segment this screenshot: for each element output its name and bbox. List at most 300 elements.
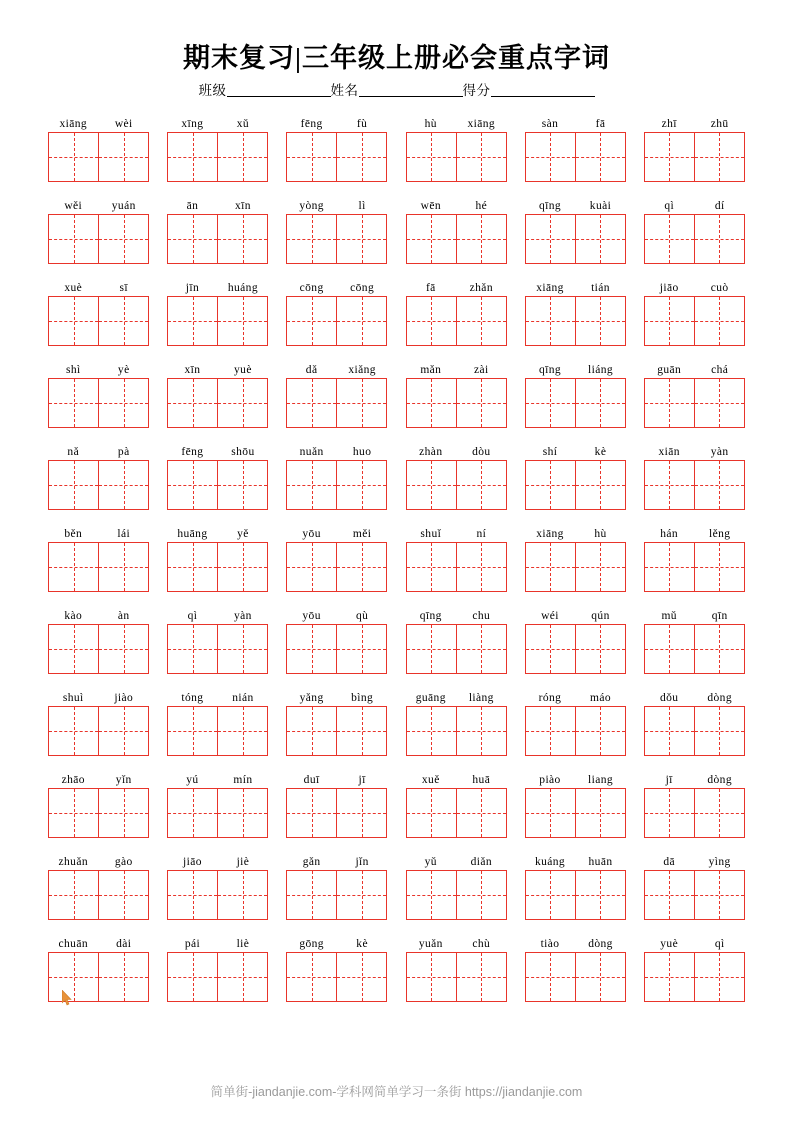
word-item — [167, 935, 268, 1002]
tianzige-cell[interactable] — [456, 543, 506, 591]
tianzige-cell[interactable] — [456, 953, 506, 1001]
word-item — [286, 771, 387, 838]
tianzige-cell[interactable] — [287, 215, 336, 263]
tianzige-cell[interactable] — [287, 789, 336, 837]
tianzige-cell[interactable] — [645, 461, 694, 509]
pinyin-syllable: zhū — [710, 118, 729, 130]
pinyin-pair — [167, 525, 268, 540]
name-blank[interactable] — [359, 96, 463, 97]
tianzige-cell[interactable] — [526, 789, 575, 837]
label-score: 得分 — [462, 83, 491, 98]
tianzige-box[interactable] — [525, 870, 626, 920]
tianzige-box[interactable] — [406, 952, 507, 1002]
tianzige-box[interactable] — [525, 542, 626, 592]
tianzige-box[interactable] — [286, 460, 387, 510]
word-item — [286, 361, 387, 428]
word-item — [644, 935, 745, 1002]
tianzige-cell[interactable] — [645, 297, 694, 345]
tianzige-cell[interactable] — [407, 461, 456, 509]
tianzige-cell[interactable] — [694, 953, 744, 1001]
tianzige-cell[interactable] — [336, 461, 386, 509]
tianzige-box[interactable] — [644, 542, 745, 592]
word-item — [286, 935, 387, 1002]
tianzige-cell[interactable] — [217, 379, 267, 427]
tianzige-box[interactable] — [525, 624, 626, 674]
tianzige-box[interactable] — [406, 132, 507, 182]
tianzige-cell[interactable] — [645, 953, 694, 1001]
tianzige-cell[interactable] — [575, 133, 625, 181]
pinyin-syllable: yǔ — [424, 856, 437, 868]
pinyin-syllable: jiāo — [183, 856, 202, 868]
tianzige-box[interactable] — [167, 952, 268, 1002]
tianzige-cell[interactable] — [49, 625, 98, 673]
tianzige-cell[interactable] — [645, 215, 694, 263]
pinyin-syllable: qīn — [711, 610, 728, 622]
word-item — [525, 525, 626, 592]
pinyin-syllable: hù — [424, 118, 437, 130]
tianzige-cell[interactable] — [217, 789, 267, 837]
tianzige-box[interactable] — [167, 460, 268, 510]
word-row — [48, 361, 745, 428]
tianzige-cell[interactable] — [168, 953, 217, 1001]
tianzige-box[interactable] — [286, 706, 387, 756]
tianzige-cell[interactable] — [645, 133, 694, 181]
pinyin-pair — [167, 689, 268, 704]
pinyin-syllable: zhuǎn — [58, 856, 88, 868]
tianzige-cell[interactable] — [217, 707, 267, 755]
tianzige-box[interactable] — [48, 132, 149, 182]
tianzige-cell[interactable] — [694, 625, 744, 673]
pinyin-syllable: xiǎng — [348, 364, 376, 376]
tianzige-cell[interactable] — [217, 543, 267, 591]
pinyin-syllable: róng — [538, 692, 562, 704]
tianzige-cell[interactable] — [456, 625, 506, 673]
class-blank[interactable] — [227, 96, 331, 97]
tianzige-box[interactable] — [644, 460, 745, 510]
word-row — [48, 525, 745, 592]
word-item — [167, 443, 268, 510]
pinyin-pair — [406, 771, 507, 786]
tianzige-box[interactable] — [525, 788, 626, 838]
pinyin-pair — [644, 771, 745, 786]
tianzige-box[interactable] — [644, 788, 745, 838]
tianzige-cell[interactable] — [575, 871, 625, 919]
tianzige-cell[interactable] — [694, 789, 744, 837]
tianzige-cell[interactable] — [407, 543, 456, 591]
tianzige-cell[interactable] — [456, 461, 506, 509]
tianzige-cell[interactable] — [575, 543, 625, 591]
pinyin-syllable: jīn — [185, 282, 200, 294]
pinyin-pair — [525, 197, 626, 212]
pinyin-syllable: yě — [237, 528, 249, 540]
pinyin-pair — [48, 689, 149, 704]
tianzige-cell[interactable] — [49, 707, 98, 755]
tianzige-box[interactable] — [48, 706, 149, 756]
pinyin-pair — [644, 525, 745, 540]
word-item — [406, 115, 507, 182]
pinyin-syllable: shuǐ — [420, 528, 442, 540]
tianzige-cell[interactable] — [336, 133, 386, 181]
tianzige-cell[interactable] — [526, 297, 575, 345]
tianzige-box[interactable] — [167, 542, 268, 592]
tianzige-cell[interactable] — [526, 215, 575, 263]
pinyin-syllable: duī — [303, 774, 320, 786]
tianzige-box[interactable] — [167, 870, 268, 920]
pinyin-syllable: lái — [117, 528, 131, 540]
word-row — [48, 689, 745, 756]
tianzige-box[interactable] — [406, 296, 507, 346]
tianzige-cell[interactable] — [336, 871, 386, 919]
pinyin-syllable: wěi — [64, 200, 83, 212]
tianzige-box[interactable] — [48, 378, 149, 428]
word-item — [525, 853, 626, 920]
tianzige-cell[interactable] — [694, 871, 744, 919]
pinyin-pair — [167, 771, 268, 786]
tianzige-cell[interactable] — [526, 379, 575, 427]
tianzige-cell[interactable] — [694, 379, 744, 427]
tianzige-cell[interactable] — [336, 297, 386, 345]
tianzige-cell[interactable] — [287, 297, 336, 345]
tianzige-cell[interactable] — [456, 789, 506, 837]
tianzige-cell[interactable] — [217, 625, 267, 673]
word-row — [48, 771, 745, 838]
word-item — [525, 197, 626, 264]
pinyin-syllable: ní — [476, 528, 487, 540]
tianzige-cell[interactable] — [168, 625, 217, 673]
tianzige-box[interactable] — [406, 460, 507, 510]
tianzige-cell[interactable] — [694, 543, 744, 591]
pinyin-pair — [406, 935, 507, 950]
pinyin-pair — [406, 525, 507, 540]
pinyin-pair — [406, 443, 507, 458]
word-row — [48, 607, 745, 674]
pinyin-syllable: xīng — [181, 118, 204, 130]
tianzige-cell[interactable] — [645, 379, 694, 427]
tianzige-cell[interactable] — [168, 707, 217, 755]
tianzige-box[interactable] — [286, 624, 387, 674]
tianzige-cell[interactable] — [287, 953, 336, 1001]
tianzige-cell[interactable] — [526, 625, 575, 673]
pinyin-syllable: qīng — [538, 364, 562, 376]
tianzige-cell[interactable] — [694, 215, 744, 263]
tianzige-box[interactable] — [406, 378, 507, 428]
tianzige-box[interactable] — [48, 214, 149, 264]
tianzige-cell[interactable] — [575, 215, 625, 263]
pinyin-pair — [48, 361, 149, 376]
tianzige-cell[interactable] — [336, 953, 386, 1001]
pinyin-syllable: xiāng — [536, 528, 564, 540]
tianzige-cell[interactable] — [526, 707, 575, 755]
tianzige-box[interactable] — [644, 952, 745, 1002]
tianzige-box[interactable] — [286, 870, 387, 920]
tianzige-box[interactable] — [406, 706, 507, 756]
tianzige-cell[interactable] — [287, 461, 336, 509]
pinyin-syllable: wèi — [114, 118, 133, 130]
tianzige-cell[interactable] — [575, 953, 625, 1001]
tianzige-cell[interactable] — [407, 953, 456, 1001]
tianzige-cell[interactable] — [98, 133, 148, 181]
word-item — [525, 935, 626, 1002]
pinyin-syllable: yuán — [111, 200, 136, 212]
tianzige-cell[interactable] — [526, 543, 575, 591]
pinyin-pair — [167, 361, 268, 376]
tianzige-cell[interactable] — [694, 461, 744, 509]
tianzige-cell[interactable] — [98, 953, 148, 1001]
tianzige-cell[interactable] — [575, 625, 625, 673]
tianzige-cell[interactable] — [168, 789, 217, 837]
tianzige-cell[interactable] — [217, 297, 267, 345]
tianzige-box[interactable] — [167, 788, 268, 838]
word-item — [406, 525, 507, 592]
tianzige-box[interactable] — [525, 296, 626, 346]
pinyin-syllable: tiào — [540, 938, 560, 950]
tianzige-cell[interactable] — [98, 379, 148, 427]
tianzige-cell[interactable] — [407, 133, 456, 181]
tianzige-cell[interactable] — [526, 133, 575, 181]
pinyin-syllable: bìng — [351, 692, 374, 704]
word-item — [286, 197, 387, 264]
tianzige-box[interactable] — [525, 460, 626, 510]
tianzige-box[interactable] — [525, 378, 626, 428]
tianzige-cell[interactable] — [407, 871, 456, 919]
tianzige-cell[interactable] — [645, 543, 694, 591]
pinyin-syllable: liè — [236, 938, 250, 950]
pinyin-syllable: xīn — [234, 200, 251, 212]
pinyin-syllable: qì — [664, 200, 675, 212]
pinyin-syllable: fù — [356, 118, 368, 130]
tianzige-cell[interactable] — [407, 297, 456, 345]
word-item — [167, 525, 268, 592]
pinyin-pair — [286, 279, 387, 294]
tianzige-cell[interactable] — [217, 871, 267, 919]
tianzige-cell[interactable] — [526, 871, 575, 919]
pinyin-syllable: àn — [117, 610, 130, 622]
tianzige-box[interactable] — [286, 788, 387, 838]
tianzige-box[interactable] — [525, 214, 626, 264]
tianzige-cell[interactable] — [168, 379, 217, 427]
tianzige-box[interactable] — [48, 542, 149, 592]
tianzige-box[interactable] — [286, 952, 387, 1002]
tianzige-cell[interactable] — [336, 625, 386, 673]
tianzige-cell[interactable] — [168, 133, 217, 181]
tianzige-cell[interactable] — [287, 625, 336, 673]
tianzige-cell[interactable] — [526, 953, 575, 1001]
pinyin-syllable: dòng — [707, 692, 732, 704]
tianzige-cell[interactable] — [49, 133, 98, 181]
tianzige-cell[interactable] — [98, 707, 148, 755]
tianzige-cell[interactable] — [575, 297, 625, 345]
tianzige-box[interactable] — [644, 378, 745, 428]
tianzige-box[interactable] — [406, 788, 507, 838]
pinyin-syllable: tián — [591, 282, 610, 294]
tianzige-box[interactable] — [167, 132, 268, 182]
writing-grid — [42, 115, 751, 1002]
pinyin-syllable: gōng — [299, 938, 324, 950]
tianzige-cell[interactable] — [217, 461, 267, 509]
word-item — [167, 771, 268, 838]
tianzige-cell[interactable] — [694, 133, 744, 181]
tianzige-box[interactable] — [644, 706, 745, 756]
tianzige-cell[interactable] — [49, 953, 98, 1001]
tianzige-cell[interactable] — [287, 871, 336, 919]
tianzige-cell[interactable] — [217, 133, 267, 181]
pinyin-syllable: zài — [474, 364, 489, 376]
tianzige-cell[interactable] — [336, 707, 386, 755]
pinyin-syllable: xǔ — [236, 118, 250, 130]
tianzige-cell[interactable] — [98, 625, 148, 673]
pinyin-syllable: xuè — [64, 282, 83, 294]
tianzige-box[interactable] — [167, 624, 268, 674]
pinyin-pair — [644, 115, 745, 130]
tianzige-cell[interactable] — [575, 461, 625, 509]
pinyin-syllable: hù — [594, 528, 607, 540]
score-blank[interactable] — [491, 96, 595, 97]
tianzige-cell[interactable] — [407, 789, 456, 837]
tianzige-box[interactable] — [48, 952, 149, 1002]
tianzige-box[interactable] — [525, 706, 626, 756]
tianzige-cell[interactable] — [287, 379, 336, 427]
pinyin-syllable: qún — [591, 610, 610, 622]
pinyin-syllable: piào — [539, 774, 561, 786]
tianzige-cell[interactable] — [456, 707, 506, 755]
tianzige-box[interactable] — [525, 952, 626, 1002]
tianzige-box[interactable] — [48, 296, 149, 346]
tianzige-box[interactable] — [48, 788, 149, 838]
tianzige-box[interactable] — [644, 624, 745, 674]
tianzige-cell[interactable] — [98, 543, 148, 591]
tianzige-box[interactable] — [167, 378, 268, 428]
tianzige-cell[interactable] — [49, 543, 98, 591]
pinyin-syllable: shì — [65, 364, 81, 376]
tianzige-box[interactable] — [48, 624, 149, 674]
pinyin-pair — [286, 115, 387, 130]
tianzige-box[interactable] — [644, 870, 745, 920]
pinyin-syllable: jiè — [236, 856, 250, 868]
tianzige-cell[interactable] — [407, 215, 456, 263]
tianzige-cell[interactable] — [217, 953, 267, 1001]
tianzige-cell[interactable] — [407, 625, 456, 673]
tianzige-cell[interactable] — [168, 543, 217, 591]
tianzige-box[interactable] — [406, 624, 507, 674]
tianzige-box[interactable] — [48, 870, 149, 920]
tianzige-cell[interactable] — [645, 871, 694, 919]
tianzige-cell[interactable] — [645, 707, 694, 755]
tianzige-cell[interactable] — [287, 707, 336, 755]
tianzige-box[interactable] — [286, 296, 387, 346]
pinyin-syllable: xīn — [184, 364, 201, 376]
word-item — [406, 689, 507, 756]
tianzige-cell[interactable] — [456, 297, 506, 345]
pinyin-syllable: fā — [595, 118, 606, 130]
tianzige-cell[interactable] — [98, 461, 148, 509]
tianzige-box[interactable] — [644, 214, 745, 264]
pinyin-syllable: chu — [472, 610, 491, 622]
pinyin-syllable: shuì — [62, 692, 84, 704]
tianzige-cell[interactable] — [694, 297, 744, 345]
tianzige-cell[interactable] — [98, 215, 148, 263]
pinyin-syllable: mǔ — [661, 610, 677, 622]
word-item — [48, 361, 149, 428]
tianzige-cell[interactable] — [694, 707, 744, 755]
tianzige-cell[interactable] — [336, 379, 386, 427]
tianzige-box[interactable] — [286, 132, 387, 182]
word-item — [48, 115, 149, 182]
tianzige-cell[interactable] — [168, 215, 217, 263]
pinyin-syllable: qì — [187, 610, 198, 622]
tianzige-cell[interactable] — [49, 215, 98, 263]
pinyin-syllable: cuò — [710, 282, 729, 294]
tianzige-cell[interactable] — [168, 871, 217, 919]
tianzige-box[interactable] — [525, 132, 626, 182]
tianzige-box[interactable] — [286, 378, 387, 428]
tianzige-cell[interactable] — [526, 461, 575, 509]
tianzige-cell[interactable] — [456, 133, 506, 181]
tianzige-cell[interactable] — [49, 379, 98, 427]
tianzige-cell[interactable] — [336, 789, 386, 837]
tianzige-cell[interactable] — [98, 297, 148, 345]
tianzige-box[interactable] — [644, 296, 745, 346]
tianzige-box[interactable] — [167, 706, 268, 756]
tianzige-cell[interactable] — [49, 871, 98, 919]
tianzige-box[interactable] — [406, 214, 507, 264]
tianzige-box[interactable] — [167, 214, 268, 264]
pinyin-pair — [48, 853, 149, 868]
tianzige-box[interactable] — [48, 460, 149, 510]
word-item — [406, 443, 507, 510]
pinyin-pair — [286, 689, 387, 704]
tianzige-cell[interactable] — [575, 379, 625, 427]
pinyin-syllable: chù — [472, 938, 491, 950]
tianzige-cell[interactable] — [407, 379, 456, 427]
tianzige-cell[interactable] — [407, 707, 456, 755]
tianzige-cell[interactable] — [287, 133, 336, 181]
tianzige-cell[interactable] — [49, 297, 98, 345]
tianzige-cell[interactable] — [645, 625, 694, 673]
tianzige-cell[interactable] — [456, 379, 506, 427]
tianzige-cell[interactable] — [217, 215, 267, 263]
word-item — [167, 361, 268, 428]
tianzige-cell[interactable] — [336, 543, 386, 591]
tianzige-cell[interactable] — [98, 871, 148, 919]
tianzige-cell[interactable] — [645, 789, 694, 837]
tianzige-cell[interactable] — [575, 789, 625, 837]
tianzige-box[interactable] — [644, 132, 745, 182]
tianzige-cell[interactable] — [168, 461, 217, 509]
tianzige-box[interactable] — [167, 296, 268, 346]
pinyin-pair — [48, 197, 149, 212]
pinyin-syllable: mǎn — [420, 364, 442, 376]
tianzige-cell[interactable] — [98, 789, 148, 837]
tianzige-cell[interactable] — [575, 707, 625, 755]
tianzige-box[interactable] — [406, 870, 507, 920]
pinyin-syllable: sàn — [541, 118, 559, 130]
tianzige-cell[interactable] — [456, 215, 506, 263]
tianzige-cell[interactable] — [456, 871, 506, 919]
word-item — [525, 443, 626, 510]
tianzige-box[interactable] — [286, 542, 387, 592]
tianzige-cell[interactable] — [336, 215, 386, 263]
tianzige-box[interactable] — [406, 542, 507, 592]
tianzige-cell[interactable] — [168, 297, 217, 345]
tianzige-cell[interactable] — [49, 461, 98, 509]
pinyin-pair — [644, 607, 745, 622]
word-item — [286, 443, 387, 510]
word-item — [48, 935, 149, 1002]
tianzige-cell[interactable] — [49, 789, 98, 837]
tianzige-box[interactable] — [286, 214, 387, 264]
tianzige-cell[interactable] — [287, 543, 336, 591]
pinyin-pair — [286, 607, 387, 622]
